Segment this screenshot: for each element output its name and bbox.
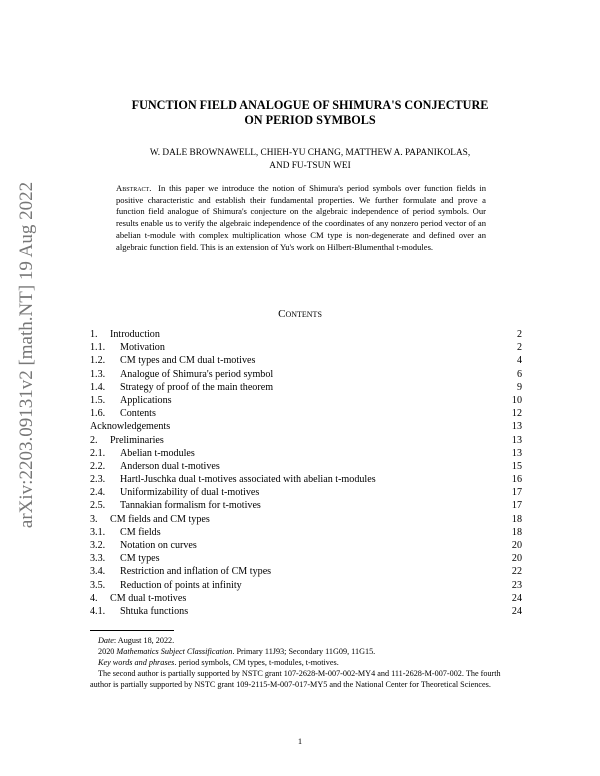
arxiv-stamp <box>10 170 44 540</box>
toc-entry-label: Motivation <box>120 342 165 354</box>
toc-entry-label: Tannakian formalism for t-motives <box>120 500 261 512</box>
toc-entry-page: 10 <box>511 394 522 406</box>
toc-entry-page: 17 <box>511 500 522 512</box>
toc-entry-number: 1.6. <box>90 408 106 420</box>
toc-entry[interactable] <box>90 513 522 526</box>
toc-entry[interactable] <box>90 473 522 486</box>
toc-entry-number: 3.3. <box>90 553 106 565</box>
footnote-keywords: Key words and phrases. period symbols, CM types, t-modules, t-motives. <box>98 658 339 668</box>
toc-entry-page: 20 <box>511 553 522 565</box>
toc-entry-page: 13 <box>511 447 522 459</box>
toc-entry-page: 6 <box>516 368 522 380</box>
toc-entry-page: 15 <box>511 460 522 472</box>
toc-entry-page: 18 <box>511 526 522 538</box>
toc-entry-page: 4 <box>516 355 522 367</box>
toc-entry[interactable] <box>90 407 522 420</box>
toc-entry-label: CM types <box>120 553 160 565</box>
toc-entry-label: Uniformizability of dual t-motives <box>120 487 260 499</box>
toc-entry-number: 2.2. <box>90 460 106 472</box>
toc-entry[interactable] <box>90 420 522 433</box>
toc-entry-page: 22 <box>511 566 522 578</box>
toc-entry-label: Introduction <box>110 329 160 340</box>
toc-entry[interactable] <box>90 526 522 539</box>
toc-entry-number: 2.4. <box>90 487 106 499</box>
abstract <box>116 183 486 253</box>
authors-line-2: AND FU-TSUN WEI <box>269 160 351 171</box>
toc-entry-page: 23 <box>511 579 522 591</box>
toc-entry-page: 24 <box>511 605 522 617</box>
footnote-msc: 2020 Mathematics Subject Classification. Primary 11J93; Secondary 11G09, 11G15. <box>98 647 376 657</box>
paper-title <box>80 98 540 128</box>
toc-entry-number: 1.2. <box>90 355 106 367</box>
toc-entry-number: 2.1. <box>90 447 106 459</box>
toc-entry-page: 20 <box>511 540 522 551</box>
toc-entry[interactable] <box>90 368 522 381</box>
toc-entry-label: Abelian t-modules <box>120 447 195 459</box>
footnotes <box>90 635 522 690</box>
authors-line-1: W. DALE BROWNAWELL, CHIEH-YU CHANG, MATTHEW A. PAPANIKOLAS, <box>149 148 471 158</box>
toc-entry-page: 18 <box>511 513 522 525</box>
toc-entry-page: 16 <box>511 474 522 486</box>
toc-entry[interactable] <box>90 328 522 341</box>
toc-entry-page: 9 <box>516 381 522 393</box>
toc-entry-number: 1.5. <box>90 394 106 406</box>
toc-entry-label: Acknowledgements <box>90 421 171 433</box>
abstract-text: In this paper we introduce the notion of Shimura's period symbols over function fields in positive characteristic and establish their fundamental properties. We further formulate and prove a function field analogue of Shimura's conjecture on the algebraic independence of period symbols. Our results enable us to verify the algebraic independence of the coordinates of any nonzero period vector of an abelian t-module with complex multiplication whose CM type is non-degenerate and defined over an algebraic function field. This is an extension of Yu's work on Hilbert-Blumenthal t-modules. <box>116 183 486 252</box>
arxiv-stamp-text: arXiv:2203.09131v2 [math.NT] 19 Aug 2022 <box>16 181 37 529</box>
toc-entry-label: Hartl-Juschka dual t-motives associated with abelian t-modules <box>120 474 376 486</box>
toc-entry-label: Contents <box>120 408 156 420</box>
toc-entry-label: CM fields and CM types <box>110 513 210 525</box>
toc-entry-page: 17 <box>511 487 522 499</box>
toc-entry-label: Strategy of proof of the main theorem <box>120 381 274 393</box>
toc-entry-number: 4.1. <box>90 605 106 617</box>
toc-entry-label: CM fields <box>120 526 161 538</box>
toc-entry-number: 4. <box>90 592 98 604</box>
toc-entry[interactable] <box>90 381 522 394</box>
toc-entry[interactable] <box>90 447 522 460</box>
toc-entry[interactable] <box>90 394 522 407</box>
toc-entry-page: 2 <box>516 342 522 354</box>
toc-entry-number: 3.4. <box>90 566 106 578</box>
toc-entry[interactable] <box>90 605 522 618</box>
toc-entry-number: 3.1. <box>90 526 106 538</box>
toc-entry-number: 1.1. <box>90 342 106 354</box>
footnote-date: Date: August 18, 2022. <box>98 636 175 645</box>
toc-entry[interactable] <box>90 552 522 565</box>
toc-entry-page: 13 <box>511 434 522 446</box>
toc-entry-page: 24 <box>511 592 522 604</box>
toc-entry-label: CM dual t-motives <box>110 592 187 604</box>
toc-entry-label: CM types and CM dual t-motives <box>120 355 256 367</box>
author-list <box>80 147 540 172</box>
toc-entry-number: 2. <box>90 434 98 446</box>
title-line-1: FUNCTION FIELD ANALOGUE OF SHIMURA'S CONJECTURE <box>131 98 489 112</box>
title-line-2: ON PERIOD SYMBOLS <box>244 113 376 127</box>
footnote-rule <box>90 630 174 631</box>
toc-entry-page: 13 <box>511 421 522 433</box>
toc-entry[interactable] <box>90 460 522 473</box>
toc-entry-label: Restriction and inflation of CM types <box>120 566 272 578</box>
toc-entry[interactable] <box>90 579 522 592</box>
abstract-heading: Abstract. <box>116 183 152 193</box>
contents-heading: Contents <box>278 308 322 320</box>
toc-entry-label: Reduction of points at infinity <box>120 579 242 591</box>
toc-entry[interactable] <box>90 539 522 552</box>
toc-entry-page: 12 <box>511 408 522 420</box>
toc-entry-number: 2.5. <box>90 500 106 512</box>
toc-entry[interactable] <box>90 341 522 354</box>
toc-entry-number: 1.4. <box>90 381 106 393</box>
toc-entry-number: 2.3. <box>90 474 106 486</box>
toc-entry[interactable] <box>90 592 522 605</box>
toc-entry-page: 2 <box>516 329 522 340</box>
toc-entry-number: 1. <box>90 329 98 340</box>
table-of-contents <box>90 328 522 618</box>
toc-entry-label: Applications <box>120 394 172 406</box>
toc-entry-number: 3.5. <box>90 579 106 591</box>
toc-entry-number: 3. <box>90 513 98 525</box>
toc-entry-label: Anderson dual t-motives <box>120 460 220 472</box>
toc-entry-number: 1.3. <box>90 368 106 380</box>
toc-entry[interactable] <box>90 434 522 447</box>
toc-entry-label: Preliminaries <box>110 434 164 446</box>
toc-entry[interactable] <box>90 486 522 499</box>
page-number: 1 <box>297 736 303 746</box>
toc-entry[interactable] <box>90 499 522 512</box>
toc-entry-number: 3.2. <box>90 540 106 551</box>
toc-entry-label: Shtuka functions <box>120 605 189 617</box>
footnote-funding: The second author is partially supported by NSTC grant 107-2628-M-007-002-MY4 and 111-2628-M-007-002. The fourth author is partially supported by NSTC grant 109-2115-M-007-017-MY5 and the National Center for Theoretical Sciences. <box>90 669 501 690</box>
toc-entry[interactable] <box>90 565 522 578</box>
toc-entry[interactable] <box>90 354 522 367</box>
toc-entry-label: Notation on curves <box>120 540 197 551</box>
toc-entry-label: Analogue of Shimura's period symbol <box>120 368 274 380</box>
